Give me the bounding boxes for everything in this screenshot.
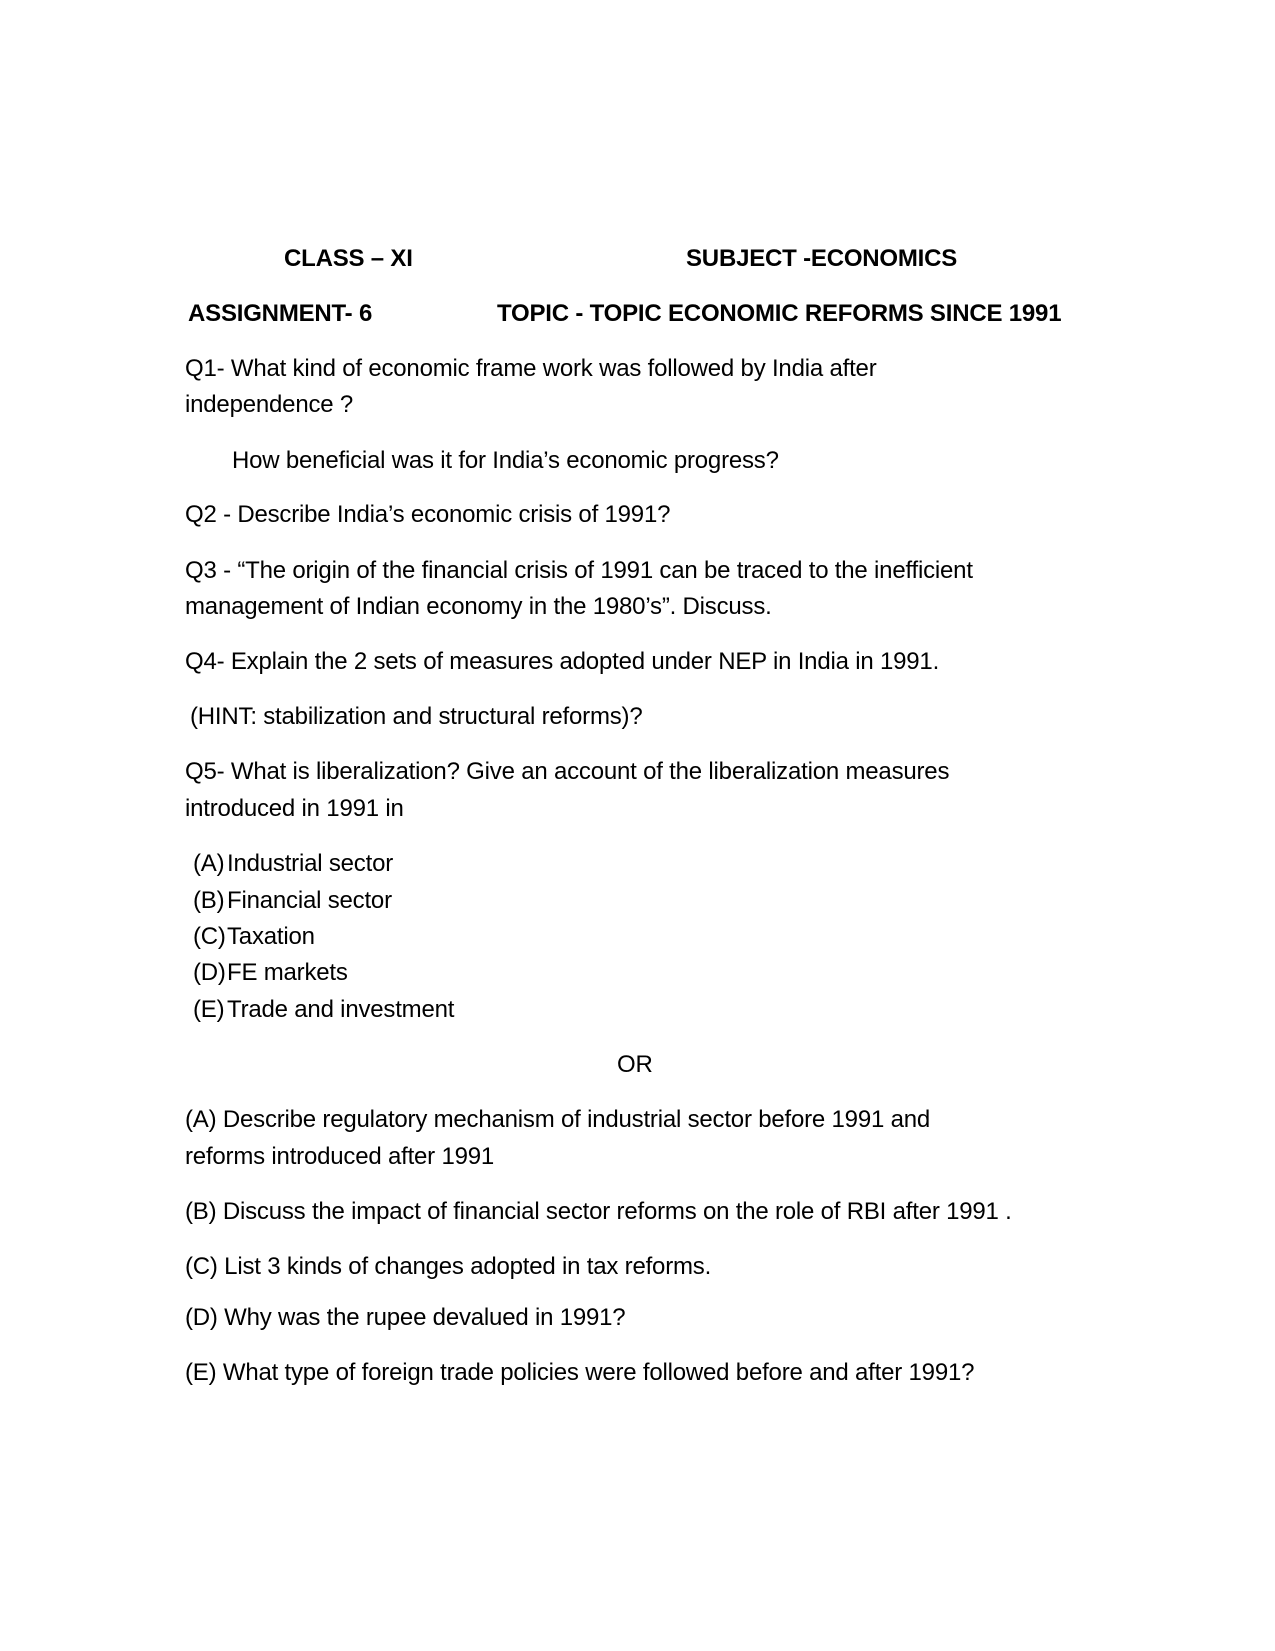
- topic-label: TOPIC - TOPIC ECONOMIC REFORMS SINCE 1991: [497, 300, 1062, 327]
- list-item-text: Industrial sector: [227, 850, 394, 877]
- question-3-line-2: management of Indian economy in the 1980’s”. Discuss.: [185, 593, 772, 620]
- alternative-e: (E) What type of foreign trade policies were followed before and after 1991?: [185, 1359, 975, 1386]
- subject-label: SUBJECT -ECONOMICS: [686, 245, 958, 272]
- list-item-text: FE markets: [227, 959, 348, 986]
- question-5-line-1: Q5- What is liberalization? Give an account of the liberalization measures: [185, 758, 950, 785]
- list-item-text: Taxation: [227, 923, 315, 950]
- question-1-sub: How beneficial was it for India’s economic progress?: [232, 447, 779, 474]
- list-marker: (B): [193, 887, 225, 914]
- list-item: [193, 919, 315, 955]
- alternative-d: (D) Why was the rupee devalued in 1991?: [185, 1304, 626, 1331]
- question-4-hint: (HINT: stabilization and structural reforms)?: [190, 703, 643, 730]
- list-marker: (D): [193, 959, 226, 986]
- alternative-b: (B) Discuss the impact of financial sector reforms on the role of RBI after 1991 .: [185, 1198, 1012, 1225]
- list-item-text: Financial sector: [227, 887, 392, 914]
- alternative-a-line-2: reforms introduced after 1991: [185, 1143, 495, 1170]
- question-3-line-1: Q3 - “The origin of the financial crisis of 1991 can be traced to the inefficient: [185, 557, 973, 584]
- or-divider: OR: [617, 1051, 653, 1078]
- question-2: Q2 - Describe India’s economic crisis of 1991?: [185, 501, 671, 528]
- question-1-line-2: independence ?: [185, 391, 354, 418]
- alternative-c: (C) List 3 kinds of changes adopted in tax reforms.: [185, 1253, 712, 1280]
- list-item: [193, 883, 392, 919]
- question-4: Q4- Explain the 2 sets of measures adopted under NEP in India in 1991.: [185, 648, 940, 675]
- question-5-line-2: introduced in 1991 in: [185, 795, 404, 822]
- alternative-a-line-1: (A) Describe regulatory mechanism of industrial sector before 1991 and: [185, 1106, 931, 1133]
- list-item-text: Trade and investment: [227, 996, 455, 1023]
- list-marker: (A): [193, 850, 225, 877]
- list-item: [193, 955, 348, 991]
- question-1-line-1: Q1- What kind of economic frame work was followed by India after: [185, 355, 877, 382]
- list-item: [193, 846, 393, 882]
- list-marker: (E): [193, 996, 225, 1023]
- list-item: [193, 992, 454, 1028]
- list-marker: (C): [193, 923, 226, 950]
- class-label: CLASS – XI: [284, 245, 413, 272]
- assignment-label: ASSIGNMENT- 6: [188, 300, 373, 327]
